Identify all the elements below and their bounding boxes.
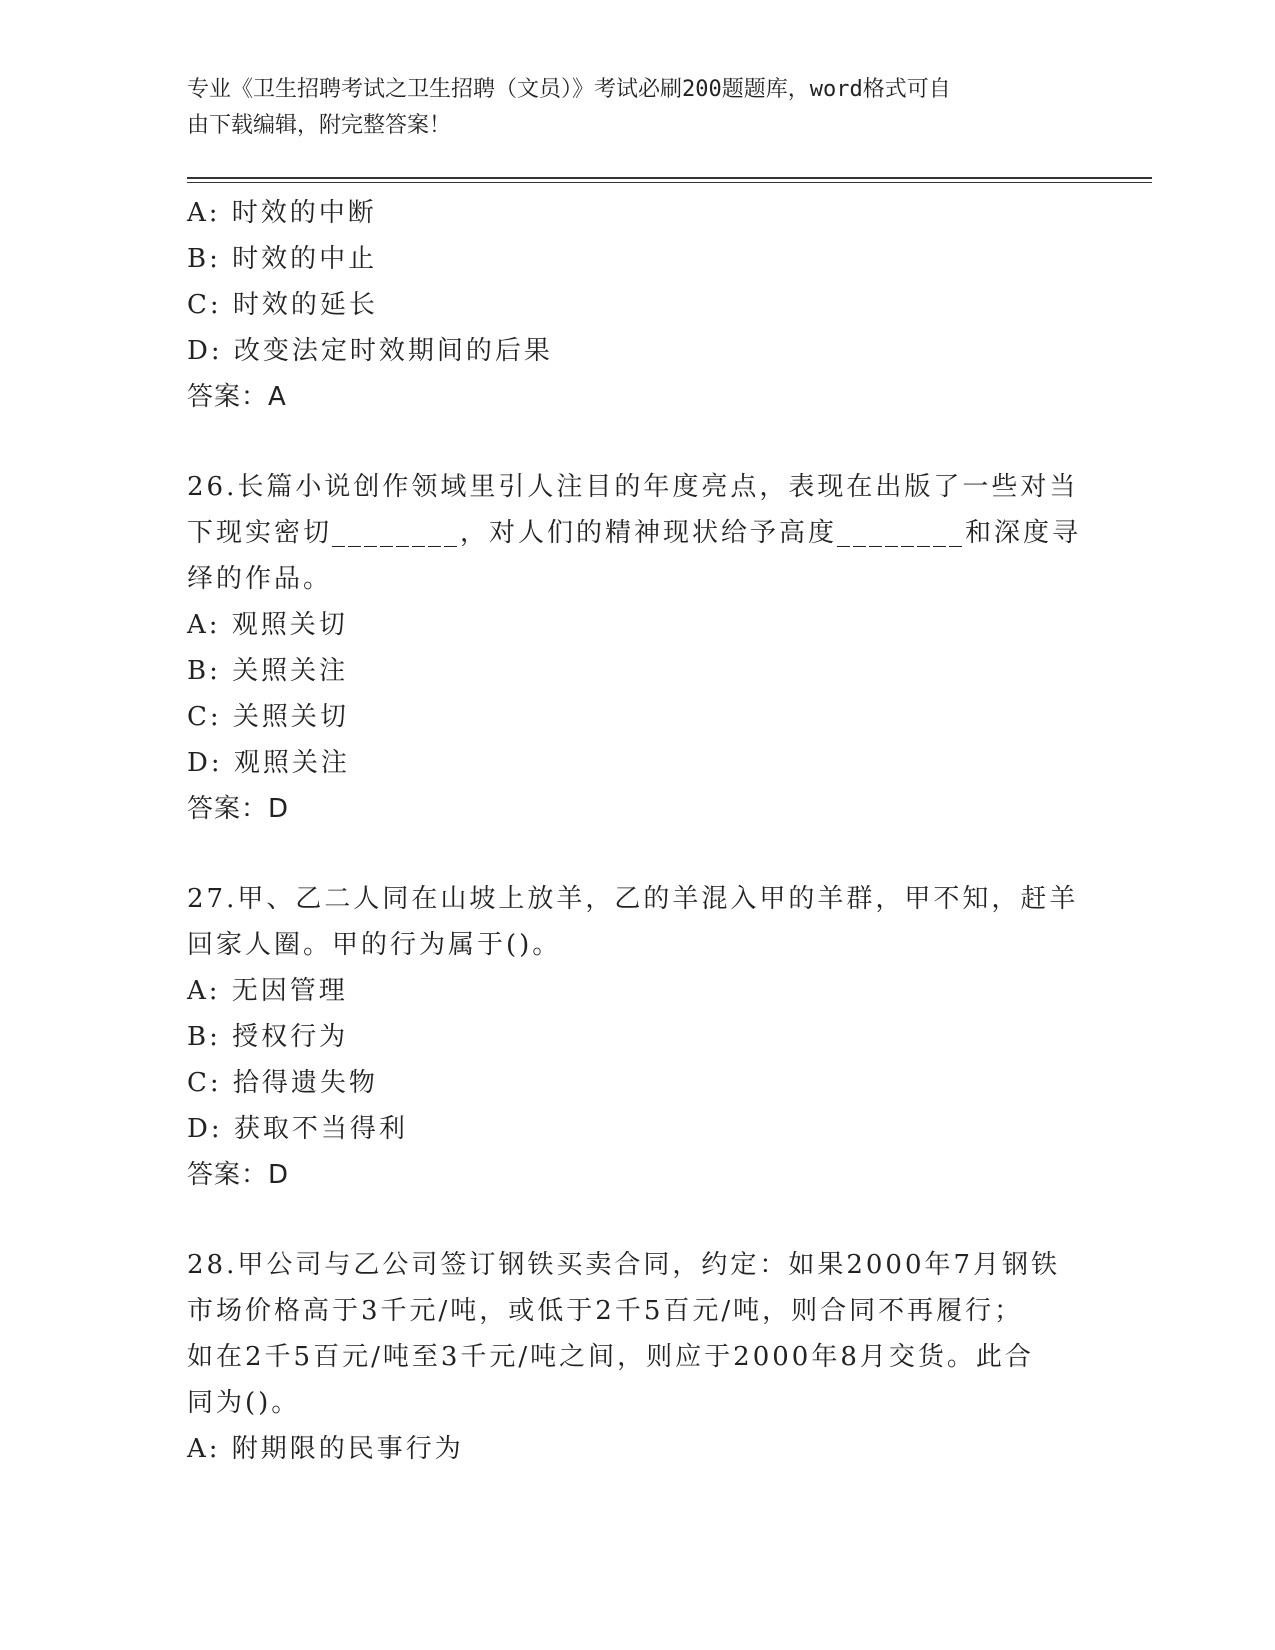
answer: 答案：D [187, 1160, 290, 1190]
question-stem-line: 同为()。 [187, 1388, 301, 1418]
header-line-1: 专业《卫生招聘考试之卫生招聘（文员）》考试必刷200题题库，word格式可自 [187, 77, 951, 102]
option-b: B: 授权行为 [187, 1022, 349, 1052]
option-d: D: 观照关注 [187, 748, 350, 778]
question-27 [187, 876, 1087, 1198]
question-stem-line: 市场价格高于3千元/吨，或低于2千5百元/吨，则合同不再履行； [187, 1296, 1024, 1326]
answer: 答案：A [187, 382, 287, 412]
option-d: D: 改变法定时效期间的后果 [187, 336, 553, 366]
question-25 [187, 190, 1087, 420]
option-a: A: 附期限的民事行为 [187, 1434, 464, 1464]
header-divider-thin [187, 182, 1152, 183]
option-d: D: 获取不当得利 [187, 1114, 408, 1144]
question-stem-line: 27.甲、乙二人同在山坡上放羊，乙的羊混入甲的羊群，甲不知，赶羊 [187, 884, 1079, 914]
question-26 [187, 464, 1087, 832]
question-stem-line: 如在2千5百元/吨至3千元/吨之间，则应于2000年8月交货。此合 [187, 1342, 1034, 1372]
question-list [187, 190, 1087, 1472]
question-stem-line: 28.甲公司与乙公司签订钢铁买卖合同，约定：如果2000年7月钢铁 [187, 1250, 1061, 1280]
option-b: B: 时效的中止 [187, 244, 378, 274]
question-stem-line: 回家人圈。甲的行为属于()。 [187, 930, 562, 960]
answer: 答案：D [187, 794, 290, 824]
header-line-2: 由下载编辑，附完整答案！ [187, 113, 452, 138]
question-stem-line: 26.长篇小说创作领域里引人注目的年度亮点，表现在出版了一些对当 [187, 472, 1079, 502]
option-c: C: 时效的延长 [187, 290, 378, 320]
option-a: A: 时效的中断 [187, 198, 377, 228]
option-c: C: 拾得遗失物 [187, 1068, 378, 1098]
header-divider-thick [187, 177, 1152, 179]
option-a: A: 观照关切 [187, 610, 348, 640]
question-28 [187, 1242, 1087, 1472]
question-stem-line: 下现实密切________，对人们的精神现状给予高度________和深度寻 [187, 518, 1082, 548]
document-header [187, 72, 1087, 144]
option-a: A: 无因管理 [187, 976, 348, 1006]
option-b: B: 关照关注 [187, 656, 349, 686]
option-c: C: 关照关切 [187, 702, 349, 732]
question-stem-line: 绎的作品。 [187, 564, 333, 594]
